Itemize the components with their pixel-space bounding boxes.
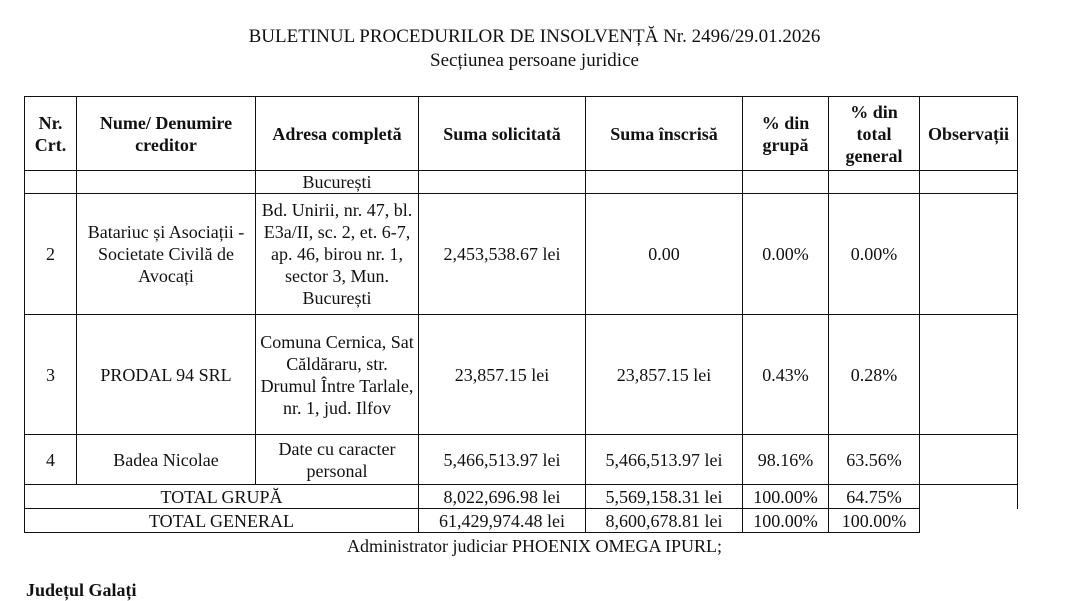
suma-solicitata-cell: 23,857.15 lei	[419, 315, 586, 435]
total-grupa-row	[25, 485, 1018, 509]
next-section-heading: Județul Galați	[26, 580, 137, 600]
suma-inscrisa-cell: 5,466,513.97 lei	[586, 435, 743, 485]
creditor-name-cell: PRODAL 94 SRL	[77, 315, 256, 435]
col-header-observatii: Observații	[920, 97, 1018, 171]
col-header-suma-solicitata: Suma solicitată	[419, 97, 586, 171]
total-grupa-solicitata: 8,022,696.98 lei	[419, 485, 586, 509]
suma-inscrisa-cell: 0.00	[586, 194, 743, 315]
col-header-pct-grupa: % din grupă	[743, 97, 829, 171]
pct-total-cell: 0.28%	[829, 315, 920, 435]
creditors-table	[24, 96, 1018, 533]
nr-cell: 3	[25, 315, 77, 435]
address-cell: București	[256, 171, 419, 194]
creditor-name-cell: Badea Nicolae	[77, 435, 256, 485]
total-general-row	[25, 509, 1018, 533]
table-row	[25, 435, 1018, 485]
total-grupa-pct-grupa: 100.00%	[743, 485, 829, 509]
suma-solicitata-cell: 5,466,513.97 lei	[419, 435, 586, 485]
total-general-solicitata: 61,429,974.48 lei	[419, 509, 586, 533]
total-grupa-label: TOTAL GRUPĂ	[25, 485, 419, 509]
address-cell: Comuna Cernica, Sat Căldăraru, str. Drumul Între Tarlale, nr. 1, jud. Ilfov	[256, 315, 419, 435]
col-header-address: Adresa completă	[256, 97, 419, 171]
col-header-nr: Nr. Crt.	[25, 97, 77, 171]
table-row	[25, 194, 1018, 315]
section-subtitle: Secțiunea persoane juridice	[430, 50, 639, 71]
total-grupa-pct-total: 64.75%	[829, 485, 920, 509]
col-header-pct-total: % din total general	[829, 97, 920, 171]
table-row	[25, 171, 1018, 194]
suma-solicitata-cell: 2,453,538.67 lei	[419, 194, 586, 315]
pct-total-cell: 0.00%	[829, 194, 920, 315]
total-general-pct-total: 100.00%	[829, 509, 920, 533]
nr-cell: 2	[25, 194, 77, 315]
total-general-pct-grupa: 100.00%	[743, 509, 829, 533]
administrator-line: Administrator judiciar PHOENIX OMEGA IPURL;	[347, 536, 722, 556]
address-cell: Date cu caracter personal	[256, 435, 419, 485]
pct-grupa-cell: 0.00%	[743, 194, 829, 315]
document-title: BULETINUL PROCEDURILOR DE INSOLVENȚĂ Nr. 2496/29.01.2026	[248, 26, 821, 47]
observatii-cell	[920, 315, 1018, 435]
total-general-inscrisa: 8,600,678.81 lei	[586, 509, 743, 533]
total-general-label: TOTAL GENERAL	[25, 509, 419, 533]
observatii-cell	[920, 194, 1018, 315]
table-row	[25, 315, 1018, 435]
address-cell: Bd. Unirii, nr. 47, bl. E3a/II, sc. 2, et. 6-7, ap. 46, birou nr. 1, sector 3, Mun. București	[256, 194, 419, 315]
col-header-suma-inscrisa: Suma înscrisă	[586, 97, 743, 171]
pct-grupa-cell: 98.16%	[743, 435, 829, 485]
table-header-row	[25, 97, 1018, 171]
total-grupa-inscrisa: 5,569,158.31 lei	[586, 485, 743, 509]
pct-total-cell: 63.56%	[829, 435, 920, 485]
observatii-cell	[920, 435, 1018, 485]
col-header-name: Nume/ Denumire creditor	[77, 97, 256, 171]
pct-grupa-cell: 0.43%	[743, 315, 829, 435]
creditor-name-cell: Batariuc și Asociații - Societate Civilă de Avocați	[77, 194, 256, 315]
suma-inscrisa-cell: 23,857.15 lei	[586, 315, 743, 435]
nr-cell: 4	[25, 435, 77, 485]
